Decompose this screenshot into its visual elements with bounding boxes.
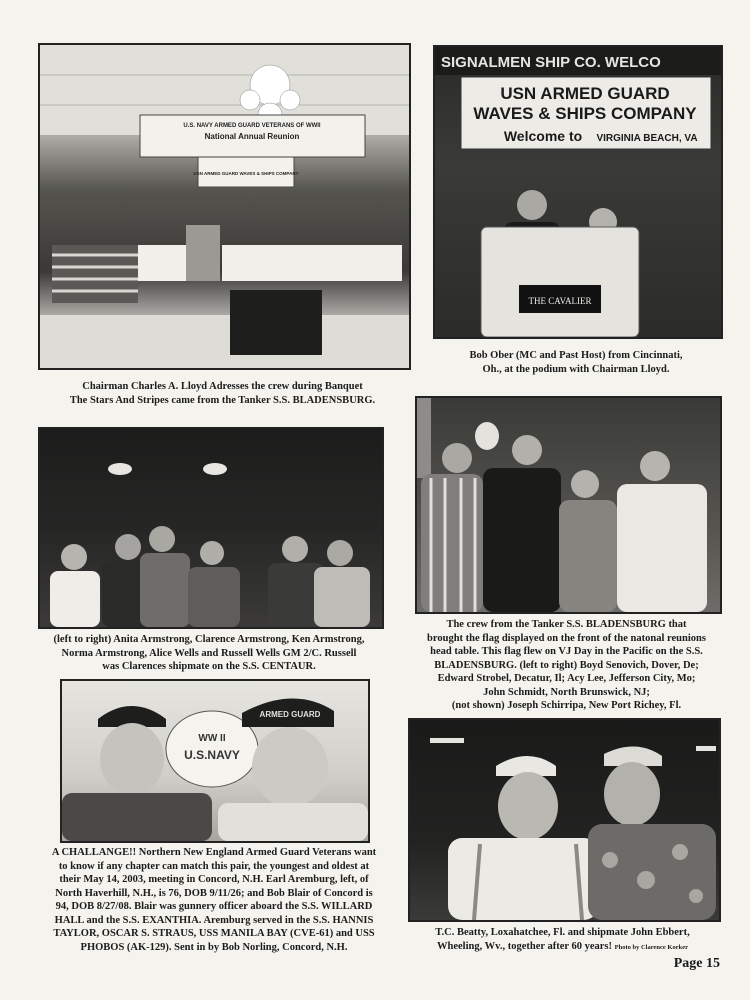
challenge-caption: [30, 846, 398, 954]
challenge-caption-line4: North Haverhill, N.H., is 76, DOB 9/11/26; and Bob Blair of Concord is: [55, 887, 373, 899]
challenge-caption-line2: to know if any chapter can match this pair, the youngest and oldest at: [58, 860, 370, 872]
crew-scene: [417, 398, 720, 612]
podium-sign: THE CAVALIER: [528, 296, 592, 306]
podium: [186, 225, 220, 281]
crew-caption-line4: BLADENSBURG. (left to right) Boyd Senovich, Dover, De;: [434, 659, 699, 671]
podium-caption-line2: Oh., at the podium with Chairman Lloyd.: [482, 363, 670, 375]
banquet-caption-line1: Chairman Charles A. Lloyd Adresses the crew during Banquet: [82, 381, 363, 392]
banquet-scene: [40, 45, 409, 368]
challenge-caption-line3: their May 14, 2003, meeting in Concord, N.H. Earl Aremburg, left, of: [59, 874, 369, 885]
emblem-wwii: WW II: [198, 733, 226, 744]
beatty-caption: [408, 926, 717, 954]
beatty-caption-line1: T.C. Beatty, Loxahatchee, Fl. and shipmate John Ebbert,: [435, 927, 690, 938]
banquet-banner-line1: U.S. NAVY ARMED GUARD VETERANS OF WWII: [183, 123, 321, 129]
crew-caption-line1: The crew from the Tanker S.S. BLADENSBURG that: [446, 619, 687, 630]
challenge-caption-line5: 94, DOB 8/27/08. Blair was gunnery officer aboard the S.S. WILLARD: [55, 901, 373, 912]
beatty-caption-line2: Wheeling, Wv., together after 60 years!: [437, 940, 612, 952]
armstrong-caption-line1: (left to right) Anita Armstrong, Clarence Armstrong, Ken Armstrong,: [53, 634, 365, 645]
beatty-ebbert-photo: [408, 718, 721, 922]
podium-banner-main2: WAVES & SHIPS COMPANY: [473, 104, 697, 123]
podium-banner-place: VIRGINIA BEACH, VA: [596, 133, 698, 144]
challenge-caption-line8: PHOBOS (AK-129). Sent in by Bob Norling, Concord, N.H.: [80, 941, 348, 953]
podium-scene: [435, 47, 721, 337]
crew-caption-line7: (not shown) Joseph Schirripa, New Port Richey, Fl.: [451, 700, 682, 711]
armstrong-family-photo: [38, 427, 384, 629]
banquet-caption: [38, 380, 407, 407]
challenge-caption-line1: A CHALLANGE!! Northern New England Armed Guard Veterans want: [51, 847, 377, 858]
bladensburg-crew-photo: [415, 396, 722, 614]
armstrong-caption-line2: Norma Armstrong, Alice Wells and Russell Wells GM 2/C. Russell: [61, 647, 357, 659]
crew-caption-line3: head table. This flag flew on VJ Day in the Pacific on the S.S.: [430, 646, 703, 657]
podium-caption-line1: Bob Ober (MC and Past Host) from Cincinnati,: [469, 350, 683, 361]
banquet-banner-line3: USN ARMED GUARD WAVES & SHIPS COMPANY: [193, 171, 299, 176]
photo-credit: Photo by Clarence Korker: [614, 943, 688, 951]
tc-beatty: [448, 756, 598, 920]
crew-caption: [410, 618, 723, 713]
crew-caption-line6: John Schmidt, North Brunswick, NJ;: [483, 686, 650, 698]
john-ebbert: [588, 746, 716, 920]
banquet-photo: [38, 43, 411, 370]
challenge-caption-line7: TAYLOR, OSCAR S. STRAUS, USS MANILA BAY (CVE-61) and USS: [53, 928, 375, 939]
family-members: [50, 526, 370, 627]
podium-photo: [433, 45, 723, 339]
podium-stand: [481, 227, 639, 337]
armstrong-caption: [38, 633, 380, 674]
flag-corner: [417, 398, 431, 478]
crew-members: [421, 435, 707, 612]
armstrong-caption-line3: was Clarences shipmate on the S.S. CENTAUR.: [102, 661, 316, 672]
crew-caption-line5: Edward Strobel, Decatur, Il; Acy Lee, Jefferson City, Mo;: [437, 673, 696, 684]
signalmen-banner: SIGNALMEN SHIP CO. WELCO: [441, 54, 661, 71]
crew-caption-line2: brought the flag displayed on the front of the natonal reunions: [427, 632, 706, 644]
podium-caption: [433, 349, 719, 376]
banquet-banner-line2: National Annual Reunion: [204, 132, 300, 141]
veterans-pair-photo: [60, 679, 370, 843]
beatty-scene: [410, 720, 719, 920]
podium-banner-welcome: Welcome to: [503, 128, 583, 144]
page-number: Page 15: [673, 956, 720, 971]
family-scene: [40, 429, 382, 627]
podium-banner-main1: USN ARMED GUARD: [500, 84, 670, 103]
banquet-caption-line2: The Stars And Stripes came from the Tanker S.S. BLADENSBURG.: [69, 394, 376, 406]
veterans-scene: [62, 681, 368, 841]
emblem-usnavy: U.S.NAVY: [184, 748, 240, 762]
cap-armed-guard: ARMED GUARD: [259, 710, 321, 719]
challenge-caption-line6: HALL and the S.S. EXANTHIA. Aremburg served in the S.S. HANNIS: [54, 914, 374, 926]
